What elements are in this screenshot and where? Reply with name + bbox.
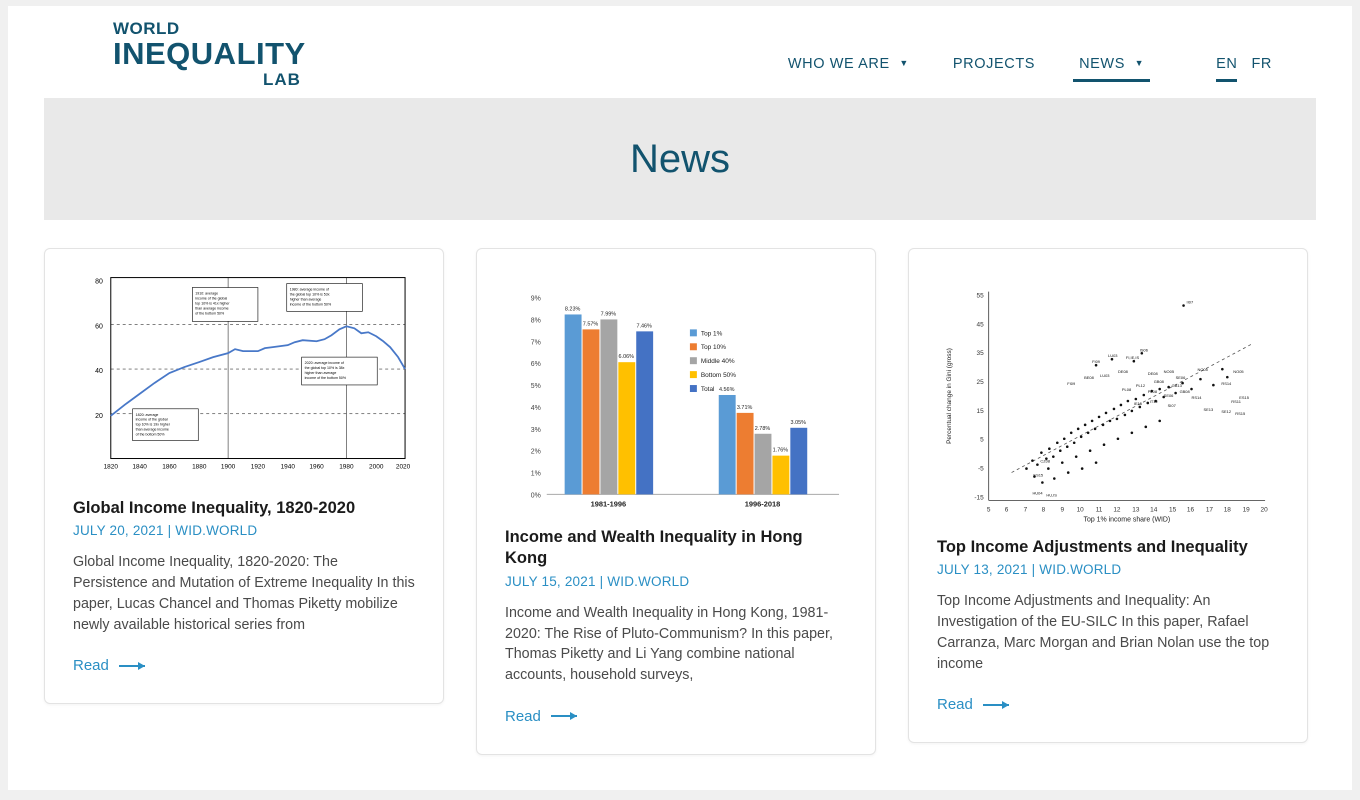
svg-text:7.46%: 7.46% (636, 323, 652, 330)
svg-text:1910: average: 1910: average (195, 291, 219, 296)
svg-text:8.23%: 8.23% (564, 306, 581, 313)
card-date: JULY 15, 2021 (505, 573, 596, 589)
card-meta-separator: | (599, 573, 604, 589)
svg-text:FI,IE,IS: FI,IE,IS (1125, 355, 1140, 361)
svg-text:-15: -15 (974, 494, 984, 502)
figure-hong-kong-inequality (505, 273, 847, 513)
svg-text:20: 20 (95, 412, 103, 420)
svg-text:1840: 1840 (132, 463, 147, 471)
svg-text:35: 35 (976, 350, 984, 358)
svg-text:1%: 1% (530, 470, 541, 478)
nav-item-who-we-are[interactable] (766, 56, 931, 82)
svg-text:of the bottom 50%: of the bottom 50% (195, 311, 225, 316)
logo-line-world: WORLD (113, 19, 180, 38)
svg-text:FI09: FI09 (1092, 359, 1101, 365)
read-link-label: Read (937, 696, 973, 714)
chevron-down-icon: ▼ (1134, 58, 1145, 68)
svg-text:LU03: LU03 (1108, 353, 1118, 359)
svg-text:Top 1%: Top 1% (700, 330, 723, 338)
svg-text:2020: average income of: 2020: average income of (304, 361, 344, 366)
card-date: JULY 13, 2021 (937, 562, 1028, 578)
nav-label-news: NEWS (1079, 56, 1125, 72)
svg-text:income of the bottom 50%: income of the bottom 50% (289, 302, 332, 307)
card-title: Global Income Inequality, 1820-2020 (73, 499, 356, 517)
svg-text:higher than average: higher than average (289, 297, 322, 302)
card-meta-separator: | (1031, 562, 1036, 578)
svg-text:11: 11 (1095, 506, 1103, 514)
card-title: Top Income Adjustments and Inequality (937, 538, 1248, 556)
svg-text:20: 20 (1260, 506, 1268, 514)
card-meta-separator: | (167, 523, 172, 539)
svg-text:SE06: SE06 (1163, 393, 1174, 399)
svg-text:Bottom 50%: Bottom 50% (700, 372, 737, 380)
svg-text:HU04: HU04 (1032, 490, 1043, 496)
card-excerpt: Income and Wealth Inequality in Hong Kong, 1981-2020: The Rise of Pluto-Communism? In this paper, Thomas Piketty and Li Yang combine national accounts, household surveys, (505, 604, 833, 684)
nav-label-projects: PROJECTS (952, 56, 1036, 72)
logo-line-lab: LAB (263, 70, 301, 89)
svg-text:Total: Total (700, 386, 715, 394)
svg-text:2.78%: 2.78% (754, 425, 771, 432)
svg-text:PL08: PL08 (1121, 387, 1132, 393)
svg-text:19: 19 (1242, 506, 1250, 514)
site-logo[interactable] (113, 20, 413, 88)
card-excerpt: Top Income Adjustments and Inequality: An Investigation of the EU-SILC In this paper, Rafael Carranza, Marc Morgan and Brian Nolan use the top income (937, 593, 1270, 672)
svg-text:RS14: RS14 (1221, 381, 1232, 387)
svg-text:ES15: ES15 (1239, 394, 1249, 400)
svg-text:1980: average income of: 1980: average income of (289, 287, 329, 292)
svg-text:3.71%: 3.71% (736, 404, 753, 411)
svg-text:NO05: NO05 (1197, 367, 1208, 373)
scatter-chart (937, 273, 1279, 523)
card-meta (505, 574, 847, 589)
svg-text:7: 7 (1023, 506, 1028, 514)
lang-en[interactable]: EN (1216, 56, 1237, 82)
bar-chart (505, 273, 847, 513)
svg-text:Top 10%: Top 10% (700, 344, 726, 352)
svg-text:1820: 1820 (103, 463, 118, 471)
news-card[interactable] (44, 248, 444, 704)
svg-text:10: 10 (1076, 506, 1084, 514)
svg-text:top 10% is 19x higher: top 10% is 19x higher (135, 422, 170, 427)
svg-text:1.76%: 1.76% (772, 447, 789, 454)
chevron-down-icon: ▼ (899, 58, 909, 68)
svg-text:GB08: GB08 (1179, 389, 1190, 395)
svg-text:RS14: RS14 (1191, 394, 1202, 400)
svg-text:7.99%: 7.99% (600, 311, 617, 318)
svg-text:60: 60 (95, 323, 103, 331)
language-switcher (1216, 56, 1272, 82)
svg-text:CZ08: CZ08 (1040, 458, 1051, 464)
svg-text:9%: 9% (530, 295, 541, 303)
svg-text:1880: 1880 (192, 463, 207, 471)
card-excerpt: Global Income Inequality, 1820-2020: The Persistence and Mutation of Extreme Inequality In this paper, Lucas Chancel and Thomas Piketty mobilize newly available historical series from (73, 554, 415, 633)
svg-text:1920: 1920 (250, 463, 266, 471)
svg-text:income of the bottom 50%: income of the bottom 50% (304, 375, 347, 380)
read-link[interactable] (505, 708, 577, 725)
svg-text:FI09: FI09 (1067, 381, 1076, 387)
svg-text:7.57%: 7.57% (582, 321, 599, 328)
main-navigation (766, 56, 1272, 82)
svg-text:ES15: ES15 (1033, 472, 1044, 478)
svg-text:IS06: IS06 (1139, 347, 1148, 353)
news-card[interactable] (908, 248, 1308, 743)
svg-text:55: 55 (976, 292, 984, 300)
svg-text:5%: 5% (530, 383, 541, 391)
svg-text:1981-1996: 1981-1996 (590, 499, 627, 509)
svg-text:income of the global: income of the global (135, 417, 168, 422)
arrow-right-icon (983, 704, 1009, 706)
svg-text:DE08: DE08 (1147, 371, 1158, 377)
svg-text:25: 25 (976, 379, 984, 387)
svg-text:1820: average: 1820: average (135, 412, 159, 417)
svg-text:of the bottom 50%: of the bottom 50% (135, 432, 165, 437)
svg-text:RS15: RS15 (1235, 410, 1246, 416)
svg-text:RS11: RS11 (1231, 398, 1241, 404)
svg-text:-5: -5 (977, 465, 984, 473)
svg-text:0%: 0% (530, 492, 541, 500)
svg-text:PL08: PL08 (1147, 389, 1158, 395)
card-meta (937, 562, 1279, 577)
svg-text:12: 12 (1113, 506, 1121, 514)
svg-text:6.06%: 6.06% (618, 354, 635, 361)
svg-text:18: 18 (1223, 506, 1231, 514)
svg-text:1940: 1940 (280, 463, 295, 471)
figure-global-income-inequality (73, 269, 415, 484)
svg-text:8: 8 (1041, 506, 1046, 514)
news-card[interactable] (476, 248, 876, 755)
svg-text:15: 15 (1169, 506, 1177, 514)
svg-text:13: 13 (1132, 506, 1140, 514)
svg-text:IT12: IT12 (1149, 398, 1158, 404)
nav-label-who-we-are: WHO WE ARE (787, 56, 890, 72)
arrow-right-icon (119, 665, 145, 667)
card-date: JULY 20, 2021 (73, 523, 164, 539)
svg-text:DE08: DE08 (1117, 369, 1128, 375)
svg-text:Middle 40%: Middle 40% (700, 358, 735, 366)
line-chart (73, 269, 415, 484)
svg-text:1860: 1860 (162, 463, 177, 471)
svg-text:SE13: SE13 (1203, 406, 1214, 412)
svg-text:16: 16 (1186, 506, 1195, 514)
svg-text:GB13: GB13 (1171, 383, 1182, 389)
svg-text:the global top 10% is 53x: the global top 10% is 53x (289, 292, 330, 297)
svg-text:than average income: than average income (195, 306, 229, 311)
svg-text:1996-2018: 1996-2018 (744, 499, 781, 509)
svg-text:7%: 7% (530, 339, 541, 347)
svg-text:5: 5 (980, 436, 984, 444)
svg-text:II07: II07 (1186, 299, 1194, 305)
card-source: WID.WORLD (175, 523, 258, 539)
svg-text:GB08: GB08 (1153, 379, 1164, 385)
svg-text:Percentual change in Gini (gro: Percentual change in Gini (gross) (945, 348, 953, 444)
svg-text:14: 14 (1150, 506, 1158, 514)
read-link[interactable] (937, 696, 1009, 713)
read-link-label: Read (73, 657, 109, 675)
nav-item-news[interactable] (1057, 56, 1166, 82)
svg-text:80: 80 (95, 278, 103, 286)
svg-text:1980: 1980 (339, 463, 354, 471)
svg-text:3%: 3% (530, 426, 541, 434)
svg-text:5: 5 (986, 506, 991, 514)
svg-text:45: 45 (976, 321, 984, 329)
svg-text:NO05: NO05 (1233, 369, 1244, 375)
svg-text:PL12: PL12 (1135, 383, 1146, 389)
card-meta (73, 523, 415, 538)
svg-text:the global top 10% is 38x: the global top 10% is 38x (304, 366, 345, 371)
svg-text:than average income: than average income (135, 427, 169, 432)
svg-text:NO05: NO05 (1163, 369, 1175, 375)
news-card-list (8, 220, 1352, 755)
svg-text:40: 40 (95, 368, 103, 376)
svg-text:SE12: SE12 (1221, 408, 1232, 414)
lang-fr[interactable]: FR (1251, 56, 1272, 72)
site-header (8, 6, 1352, 98)
card-title: Income and Wealth Inequality in Hong Kong (505, 528, 803, 568)
svg-text:6%: 6% (530, 361, 541, 369)
read-link[interactable] (73, 657, 145, 674)
svg-text:17: 17 (1205, 506, 1214, 514)
svg-text:1960: 1960 (309, 463, 324, 471)
svg-text:2020: 2020 (395, 463, 411, 471)
svg-text:8%: 8% (530, 317, 541, 325)
hero-banner (44, 98, 1316, 220)
svg-text:income of the global: income of the global (195, 296, 228, 301)
svg-text:2%: 2% (530, 448, 541, 456)
svg-text:IE15: IE15 (1133, 400, 1143, 406)
svg-text:4.56%: 4.56% (718, 387, 735, 394)
svg-text:higher than average: higher than average (304, 371, 337, 376)
arrow-right-icon (551, 715, 577, 717)
read-link-label: Read (505, 707, 541, 725)
svg-text:3.05%: 3.05% (790, 419, 807, 426)
svg-text:SE06: SE06 (1175, 375, 1186, 381)
svg-text:top 10% is 41x higher: top 10% is 41x higher (195, 301, 230, 306)
svg-text:15: 15 (976, 407, 984, 415)
svg-text:Top 1% income share (WID): Top 1% income share (WID) (1083, 516, 1171, 523)
svg-text:9: 9 (1060, 506, 1065, 514)
nav-item-projects[interactable] (931, 56, 1057, 82)
svg-text:6: 6 (1004, 506, 1009, 514)
card-source: WID.WORLD (607, 573, 690, 589)
page-title: News (629, 136, 731, 181)
svg-text:LU03: LU03 (1100, 373, 1110, 379)
svg-text:1900: 1900 (220, 463, 236, 471)
svg-text:SI07: SI07 (1167, 402, 1176, 408)
figure-top-income-adjustments (937, 273, 1279, 523)
svg-text:HU,IS: HU,IS (1046, 492, 1057, 498)
logo-line-inequality: INEQUALITY (113, 36, 306, 71)
card-source: WID.WORLD (1039, 562, 1122, 578)
svg-text:BE08: BE08 (1084, 375, 1094, 381)
svg-text:4%: 4% (530, 404, 541, 412)
svg-text:2000: 2000 (369, 463, 384, 471)
